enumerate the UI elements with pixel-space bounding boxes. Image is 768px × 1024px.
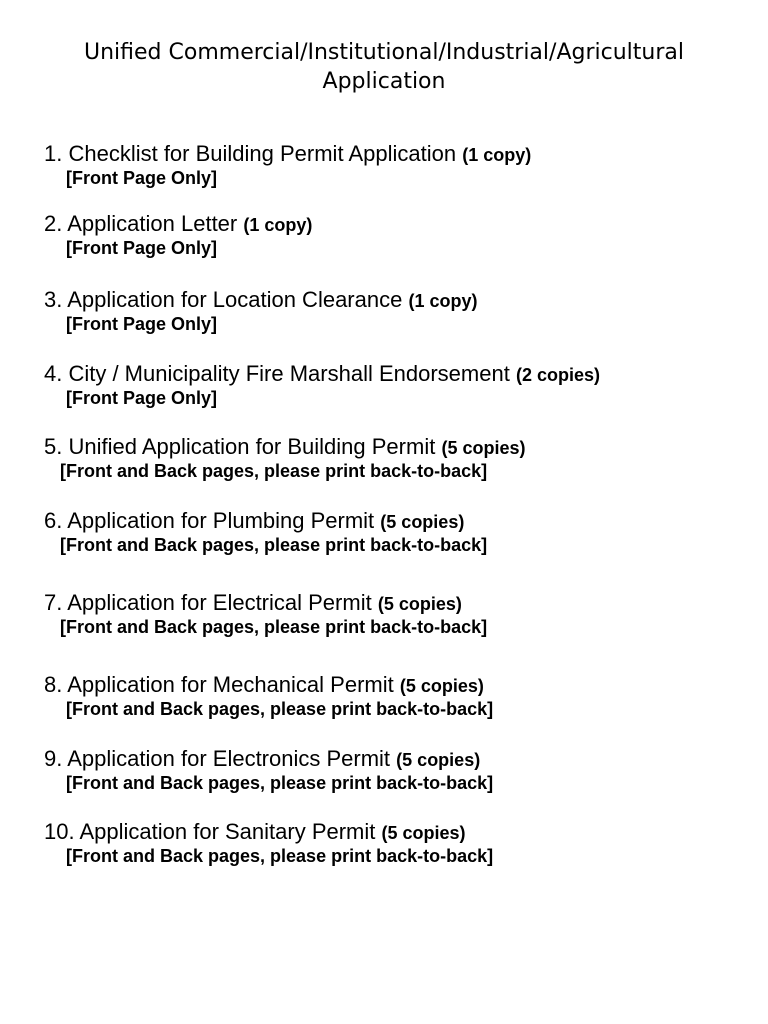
item-note: [Front Page Only] — [66, 388, 218, 408]
item-text: 5. Unified Application for Building Permit — [44, 434, 436, 459]
item-copies: (5 copies) — [381, 823, 466, 843]
item-copies: (5 copies) — [441, 438, 526, 458]
item-text: 8. Application for Mechanical Permit — [44, 672, 394, 697]
item-text: 7. Application for Electrical Permit — [44, 590, 372, 615]
list-item — [44, 212, 312, 259]
item-note: [Front Page Only] — [66, 238, 218, 258]
item-text: 6. Application for Plumbing Permit — [44, 508, 375, 533]
title-line-1: Unified Commercial/Institutional/Industrial/Agricultural — [84, 40, 684, 65]
list-item — [44, 673, 493, 720]
item-text: 10. Application for Sanitary Permit — [44, 819, 376, 844]
item-text: 3. Application for Location Clearance — [44, 287, 403, 312]
list-item — [44, 435, 525, 482]
item-note: [Front Page Only] — [66, 314, 218, 334]
item-copies: (1 copy) — [462, 145, 532, 165]
item-copies: (5 copies) — [380, 512, 465, 532]
item-copies: (1 copy) — [408, 291, 478, 311]
list-item — [44, 591, 487, 638]
item-note: [Front and Back pages, please print back-to-back] — [60, 461, 488, 481]
item-note: [Front and Back pages, please print back-to-back] — [66, 773, 494, 793]
list-item — [44, 142, 531, 189]
item-text: 4. City / Municipality Fire Marshall Endorsement — [44, 361, 510, 386]
item-note: [Front Page Only] — [66, 168, 218, 188]
item-note: [Front and Back pages, please print back-to-back] — [60, 535, 488, 555]
list-item — [44, 509, 487, 556]
item-copies: (1 copy) — [243, 215, 313, 235]
item-copies: (2 copies) — [515, 365, 600, 385]
list-item — [44, 288, 477, 335]
list-item — [44, 747, 493, 794]
item-note: [Front and Back pages, please print back-to-back] — [60, 617, 488, 637]
document-title — [0, 38, 768, 96]
item-note: [Front and Back pages, please print back-to-back] — [66, 846, 494, 866]
title-line-2: Application — [322, 69, 446, 94]
item-text: 1. Checklist for Building Permit Application — [44, 141, 457, 166]
item-copies: (5 copies) — [396, 750, 481, 770]
item-copies: (5 copies) — [399, 676, 484, 696]
item-note: [Front and Back pages, please print back-to-back] — [66, 699, 494, 719]
list-item — [44, 820, 493, 867]
item-text: 9. Application for Electronics Permit — [44, 746, 391, 771]
item-text: 2. Application Letter — [44, 211, 238, 236]
list-item — [44, 362, 600, 409]
item-copies: (5 copies) — [377, 594, 462, 614]
